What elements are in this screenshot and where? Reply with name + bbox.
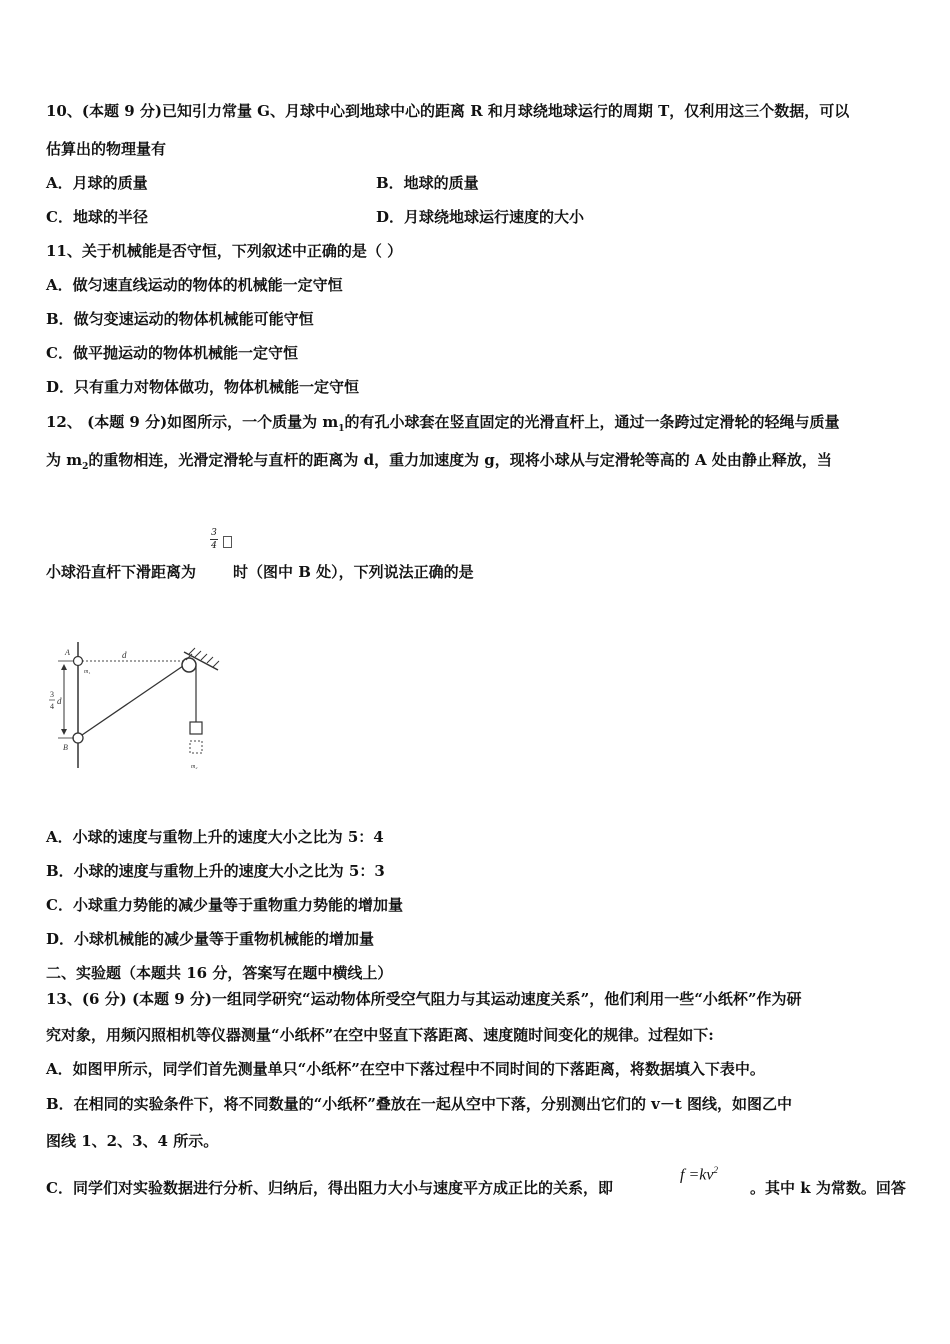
q11-stem: 11、关于机械能是否守恒，下列叙述中正确的是（ ）: [46, 242, 403, 260]
q10-line1: 10、(本题 9 分)已知引力常量 G、月球中心到地球中心的距离 R 和月球绕地球运行的周期 T，仅利用这三个数据，可以: [46, 102, 850, 120]
q10-option-d: D．月球绕地球运行速度的大小: [376, 208, 585, 226]
q12-option-b: B．小球的速度与重物上升的速度大小之比为 5：3: [46, 862, 385, 880]
q13-step-b-line1: B．在相同的实验条件下，将不同数量的“小纸杯”叠放在一起从空中下落，分别测出它们的 v－t 图线，如图乙中: [46, 1095, 793, 1113]
q12-option-a: A．小球的速度与重物上升的速度大小之比为 5：4: [46, 828, 384, 846]
q10-option-b: B．地球的质量: [376, 174, 479, 192]
q13-line2: 究对象，用频闪照相机等仪器测量“小纸杯”在空中竖直下落距离、速度随时间变化的规律。过程如下:: [46, 1026, 714, 1044]
q12-option-c: C．小球重力势能的减少量等于重物重力势能的增加量: [46, 896, 403, 914]
q11-option-b: B．做匀变速运动的物体机械能可能守恒: [46, 310, 314, 328]
q13-step-a: A．如图甲所示，同学们首先测量单只“小纸杯”在空中下落过程中不同时间的下落距离，将数据填入下表中。: [46, 1060, 765, 1078]
q11-option-d: D．只有重力对物体做功，物体机械能一定守恒: [46, 378, 360, 396]
q11-option-c: C．做平抛运动的物体机械能一定守恒: [46, 344, 298, 362]
q13-step-c-part1: C．同学们对实验数据进行分析、归纳后，得出阻力大小与速度平方成正比的关系，即: [46, 1179, 613, 1197]
ball-b: [73, 733, 83, 743]
label-3: 3: [50, 690, 54, 699]
pulley: [182, 658, 196, 672]
label-m2: m₂: [191, 764, 198, 770]
formula-f-kv2: $f =kv^2$: [680, 1165, 718, 1184]
pulley-diagram: [46, 640, 226, 775]
label-a: A: [65, 648, 70, 657]
ball-a: [74, 657, 83, 666]
label-4: 4: [50, 702, 54, 711]
q12-option-d: D．小球机械能的减少量等于重物机械能的增加量: [46, 930, 375, 948]
q10-option-a: A．月球的质量: [46, 174, 148, 192]
label-d-vertical: d: [57, 696, 62, 706]
q13-step-b-line2: 图线 1、2、3、4 所示。: [46, 1132, 219, 1150]
weight-box: [190, 722, 202, 734]
q10-line2: 估算出的物理量有: [46, 140, 167, 158]
q11-option-a: A．做匀速直线运动的物体的机械能一定守恒: [46, 276, 343, 294]
weight-box-dashed: [190, 741, 202, 753]
q12-line1: 12、 (本题 9 分)如图所示，一个质量为 $m_1$的有孔小球套在竖直固定的光滑直杆上，通过一条跨过定滑轮的轻绳与质量: [46, 413, 840, 434]
label-m1: m₁: [84, 669, 91, 675]
q10-option-c: C．地球的半径: [46, 208, 148, 226]
label-d: d: [122, 650, 127, 660]
placeholder-box-icon: [223, 536, 232, 548]
q12-line2: 为 $m_2$的重物相连，光滑定滑轮与直杆的距离为 d，重力加速度为 g，现将小球从与定滑轮等高的 A 处由静止释放，当: [46, 451, 832, 472]
section-2-heading: 二、实验题（本题共 16 分，答案写在题中横线上）: [46, 964, 393, 982]
q13-step-c-part2: 。其中 k 为常数。回答: [750, 1179, 906, 1197]
rope-diagonal: [82, 666, 183, 735]
q13-line1: 13、(6 分) (本题 9 分)一组同学研究“运动物体所受空气阻力与其运动速度关系”，他们利用一些“小纸杯”作为研: [46, 990, 802, 1008]
q12-line3-part1: 小球沿直杆下滑距离为: [46, 563, 197, 581]
label-b: B: [63, 743, 68, 752]
q12-line3-part2: 时（图中 B 处），下列说法正确的是: [233, 563, 474, 581]
fraction-three-quarters: 3 4: [210, 528, 218, 551]
